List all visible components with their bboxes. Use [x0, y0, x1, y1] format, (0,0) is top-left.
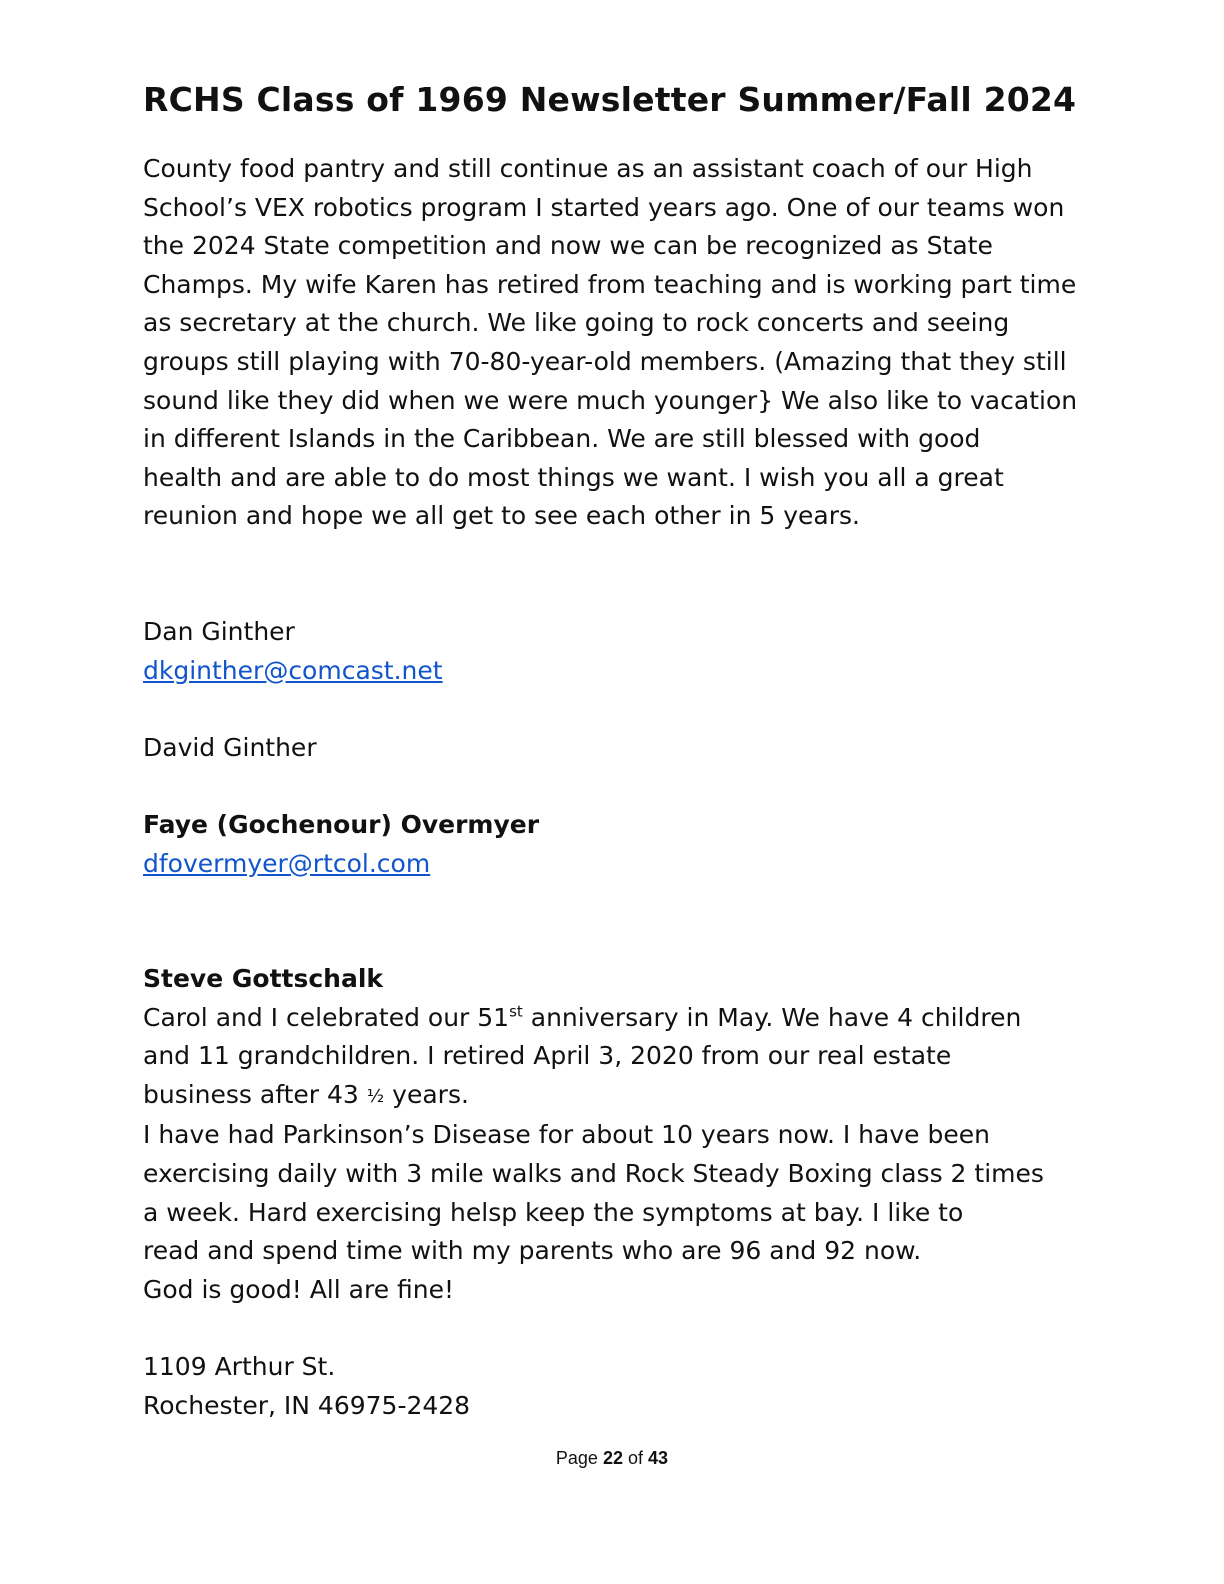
footer-page-word: Page [555, 1448, 598, 1468]
entry-text-line: read and spend time with my parents who are 96 and 92 now. [143, 1236, 922, 1266]
intro-line: reunion and hope we all get to see each other in 5 years. [143, 501, 860, 531]
entry-dan-ginther [143, 613, 1083, 690]
fraction: ½ [366, 1085, 385, 1107]
address-line: Rochester, IN 46975-2428 [143, 1390, 471, 1420]
address-line: 1109 Arthur St. [143, 1352, 336, 1382]
ordinal-suffix: st [509, 1002, 523, 1021]
entry-text-line: God is good! All are fine! [143, 1274, 455, 1304]
intro-line: as secretary at the church. We like going to rock concerts and seeing [143, 308, 1010, 338]
text-fragment: years. [384, 1079, 469, 1109]
entry-email-line [143, 652, 1083, 691]
intro-line: School’s VEX robotics program I started years ago. One of our teams won [143, 192, 1065, 222]
entry-faye-overmyer [143, 806, 1083, 883]
footer-total-pages: 43 [648, 1448, 669, 1468]
intro-line: health and are able to do most things we want. I wish you all a great [143, 462, 1004, 492]
spacer [143, 883, 1083, 960]
spacer [143, 767, 1083, 806]
intro-line: the 2024 State competition and now we can be recognized as State [143, 231, 993, 261]
text-fragment: anniversary in May. We have 4 children [522, 1002, 1022, 1032]
text-fragment: Carol and I celebrated our 51 [143, 1002, 510, 1032]
page-footer [0, 1444, 1224, 1472]
entry-text-line: and 11 grandchildren. I retired April 3, 2020 from our real estate [143, 1041, 952, 1071]
entry-name: Steve Gottschalk [143, 964, 384, 994]
entry-text-line: exercising daily with 3 mile walks and Rock Steady Boxing class 2 times [143, 1159, 1044, 1189]
entry-text-line: I have had Parkinson’s Disease for about 10 years now. I have been [143, 1120, 990, 1150]
intro-line: Champs. My wife Karen has retired from teaching and is working part time [143, 269, 1077, 299]
spacer-line [143, 1309, 1083, 1348]
intro-line: County food pantry and still continue as an assistant coach of our High [143, 154, 1033, 183]
intro-line: groups still playing with 70-80-year-old members. (Amazing that they still [143, 346, 1067, 376]
entry-name: David Ginther [143, 732, 317, 762]
intro-line: in different Islands in the Caribbean. We are still blessed with good [143, 424, 981, 454]
entry-steve-gottschalk [143, 960, 1083, 1425]
text-fragment: business after 43 [143, 1079, 367, 1109]
page-title: RCHS Class of 1969 Newsletter Summer/Fall 2024 [143, 80, 1077, 119]
intro-line: sound like they did when we were much younger} We also like to vacation [143, 385, 1078, 415]
entry-name: Faye (Gochenour) Overmyer [143, 809, 540, 839]
entry-text-line [143, 1076, 1083, 1117]
entry-email-line [143, 845, 1083, 884]
spacer [143, 536, 1083, 613]
entry-text-line [143, 999, 1083, 1038]
footer-of-word: of [628, 1448, 644, 1468]
email-link[interactable]: dkginther@comcast.net [143, 655, 443, 685]
spacer [143, 690, 1083, 729]
footer-current-page: 22 [602, 1448, 623, 1468]
email-link[interactable]: dfovermyer@rtcol.com [143, 848, 431, 878]
page-content [143, 150, 1083, 1425]
entry-david-ginther [143, 729, 1083, 768]
intro-paragraph [143, 150, 1083, 536]
entry-text-line: a week. Hard exercising helsp keep the symptoms at bay. I like to [143, 1197, 964, 1227]
entry-name: Dan Ginther [143, 616, 295, 646]
